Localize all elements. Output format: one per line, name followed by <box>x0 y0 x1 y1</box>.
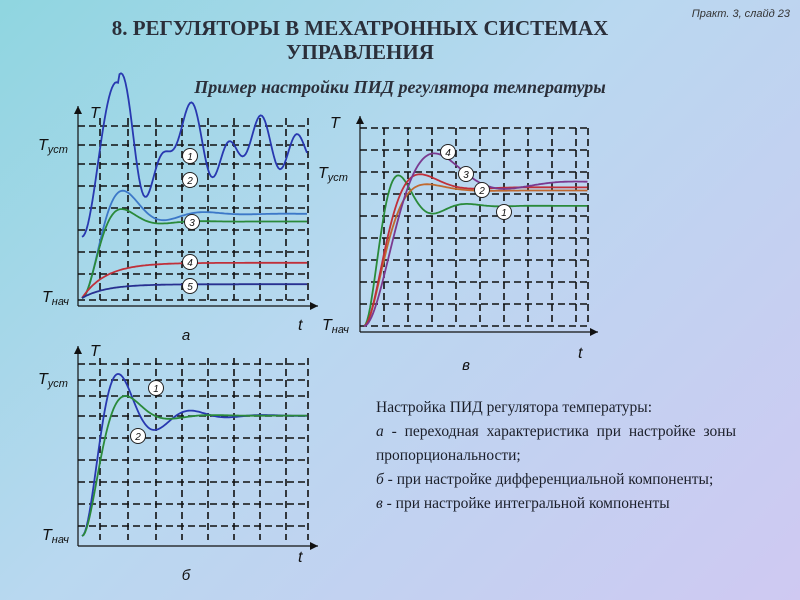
slide-reference: Практ. 3, слайд 23 <box>691 8 790 20</box>
chart-v-badge-label-2: 2 <box>479 186 485 197</box>
chart-a-badge-label-5: 5 <box>187 282 193 293</box>
slide-subtitle: Пример настройки ПИД регулятора температуры <box>194 77 606 97</box>
chart-a-x-arrow <box>310 302 318 310</box>
description-item-a-text: - переходная характеристика при настройке зоны пропорциональности; <box>376 423 736 464</box>
chart-b-series-2 <box>82 396 307 536</box>
description-item-b-text: - при настройке дифференциальной компоненты; <box>383 471 714 488</box>
description-item-v <box>376 492 736 516</box>
description-block <box>376 396 736 516</box>
description-item-a-letter: а <box>376 423 384 440</box>
chart-b-y-top-label: Tуст <box>38 371 68 390</box>
chart-b-ylabel: T <box>90 343 100 360</box>
chart-a-y-bottom-label: Tнач <box>42 289 69 308</box>
description-item-v-text: - при настройке интегральной компоненты <box>382 495 670 512</box>
chart-v-y-top-label: Tуст <box>318 165 348 184</box>
chart-v-xlabel: t <box>578 345 583 362</box>
chart-a-badge-label-1: 1 <box>187 152 193 163</box>
chart-a-y-arrow <box>74 106 82 114</box>
chart-a-caption: а <box>181 327 191 344</box>
chart-v-badge-label-1: 1 <box>501 208 507 219</box>
description-item-b <box>376 468 736 492</box>
chart-v-x-arrow <box>590 328 598 336</box>
chart-a-xlabel: t <box>298 317 303 334</box>
slide-title-line1: 8. РЕГУЛЯТОРЫ В МЕХАТРОННЫХ СИСТЕМАХ <box>111 16 609 40</box>
chart-b-series-1 <box>82 374 307 536</box>
chart-b <box>38 343 318 584</box>
chart-a-badge-label-2: 2 <box>187 176 193 187</box>
description-item-v-letter: в <box>376 495 383 512</box>
chart-a-badge-label-4: 4 <box>187 258 193 269</box>
chart-b-y-bottom-label: Tнач <box>42 527 69 546</box>
chart-a <box>38 73 318 344</box>
description-heading: Настройка ПИД регулятора температуры: <box>376 399 652 416</box>
chart-b-xlabel: t <box>298 549 303 566</box>
chart-v-y-arrow <box>356 116 364 124</box>
chart-b-x-arrow <box>310 542 318 550</box>
chart-a-y-top-label: Tуст <box>38 137 68 156</box>
slide-title-line2: УПРАВЛЕНИЯ <box>286 40 434 64</box>
chart-v-y-bottom-label: Tнач <box>322 317 349 336</box>
chart-v <box>318 115 598 374</box>
description-item-a <box>376 420 736 468</box>
chart-b-y-arrow <box>74 346 82 354</box>
chart-v-badge-label-3: 3 <box>463 170 469 181</box>
chart-a-badge-label-3: 3 <box>189 218 195 229</box>
chart-v-badge-label-4: 4 <box>445 148 451 159</box>
description-item-b-letter: б <box>376 471 384 488</box>
chart-v-ylabel: T <box>330 115 340 132</box>
chart-v-caption: в <box>462 357 470 374</box>
chart-b-badge-label-2: 2 <box>135 432 141 443</box>
chart-a-ylabel: T <box>90 105 100 122</box>
chart-v-series-4 <box>364 153 588 326</box>
chart-b-caption: б <box>181 567 191 584</box>
chart-b-badge-label-1: 1 <box>153 384 159 395</box>
